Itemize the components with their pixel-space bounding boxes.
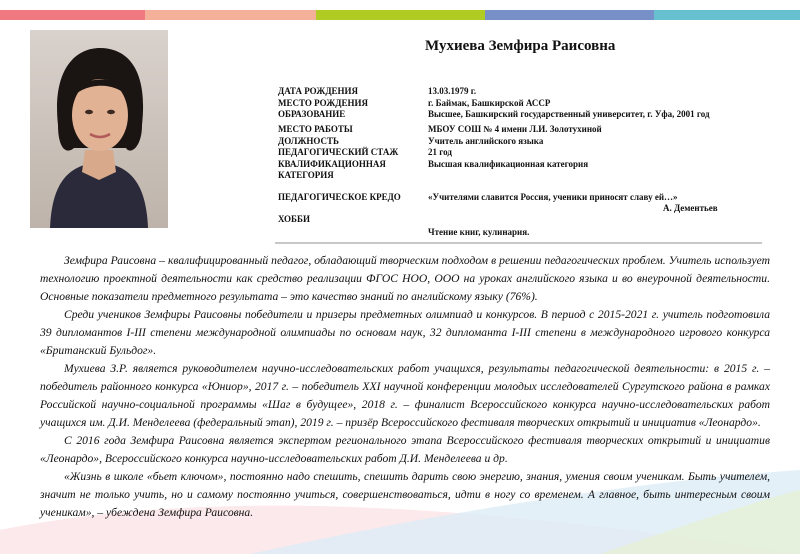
color-bar-5 <box>654 10 800 20</box>
value-education: Высшее, Башкирский государственный университет, г. Уфа, 2001 год <box>428 109 710 119</box>
label-experience: ПЕДАГОГИЧЕСКИЙ СТАЖ <box>278 147 399 157</box>
color-bar-1 <box>0 10 145 20</box>
label-birth-date: ДАТА РОЖДЕНИЯ <box>278 86 359 96</box>
color-bar-2 <box>145 10 316 20</box>
value-birth-date: 13.03.1979 г. <box>428 86 477 96</box>
label-workplace: МЕСТО РАБОТЫ <box>278 124 353 134</box>
value-credo: «Учителями славится Россия, ученики приносят славу ей…» <box>428 192 678 202</box>
label-credo: ПЕДАГОГИЧЕСКОЕ КРЕДО <box>278 192 401 202</box>
value-hobby: Чтение книг, кулинария. <box>428 227 530 237</box>
biography-text <box>40 252 770 522</box>
bio-paragraph: С 2016 года Земфира Раисовна является экспертом регионального этапа Всероссийского фестиваля творческих открытий и инициатив «Леонардо», Всероссийского конкурса научно-исследовательских работ Д.И. Менделеева и др. <box>40 434 770 465</box>
bio-paragraph: «Жизнь в школе «бьет ключом», постоянно надо спешить, спешить дарить свою энергию, знания, умения своим ученикам. Быть учителем, значит не только учить, но и самому постоянно учиться, совершенствоваться, идти в ногу со временем. А главное, быть интересным своим ученикам», – убеждена Земфира Раисовна. <box>40 470 770 519</box>
color-bar-3 <box>316 10 485 20</box>
value-experience: 21 год <box>428 147 452 157</box>
value-workplace: МБОУ СОШ № 4 имени Л.И. Золотухиной <box>428 124 602 134</box>
label-education: ОБРАЗОВАНИЕ <box>278 109 346 119</box>
label-hobby: ХОББИ <box>278 214 310 224</box>
label-qualification: КВАЛИФИКАЦИОННАЯ КАТЕГОРИЯ <box>278 158 386 180</box>
divider <box>275 242 762 244</box>
bio-paragraph: Среди учеников Земфиры Раисовны победители и призеры предметных олимпиад и конкурсов. В период с 2015-2021 г. учитель подготовила 39 дипломантов I-III степени международной олимпиады по основам наук, 32 дипломанта I-III степени в международного игрового конкурса «Британский Бульдог». <box>40 308 770 357</box>
credo-author: А. Дементьев <box>663 203 718 213</box>
color-bar-4 <box>485 10 654 20</box>
bio-paragraph: Мухиева З.Р. является руководителем научно-исследовательских работ учащихся, результаты педагогической деятельности: в 2015 г. – победитель районного конкурса «Юниор», 2017 г. – победитель XXI научной конференции молодых исследователей Сургутского района в рамках Российской научно-социальной программы «Шаг в будущее», 2018 г. – финалист Всероссийского конкурса научно-исследовательских работ учащихся им. Д.И. Менделеева (федеральный этап), 2019 г. – призёр Всероссийского фестиваля творческих открытий и инициатив «Леонардо». <box>40 362 770 429</box>
value-qualification: Высшая квалификационная категория <box>428 158 589 169</box>
label-birth-place: МЕСТО РОЖДЕНИЯ <box>278 97 368 108</box>
label-position: ДОЛЖНОСТЬ <box>278 135 339 146</box>
portrait-photo <box>30 30 168 228</box>
bio-paragraph: Земфира Раисовна – квалифицированный педагог, обладающий творческим подходом в решении педагогических проблем. Учитель использует технологию проектной деятельности как средство реализации ФГОС НОО, ООО на уроках английского языка и во внеурочной деятельности. Основные показатели предметного результата – это качество знаний по английскому языку (76%). <box>40 254 770 303</box>
value-birth-place: г. Баймак, Башкирской АССР <box>428 97 551 108</box>
person-name-title: Мухиева Земфира Раисовна <box>425 38 616 54</box>
value-position: Учитель английского языка <box>428 135 544 146</box>
